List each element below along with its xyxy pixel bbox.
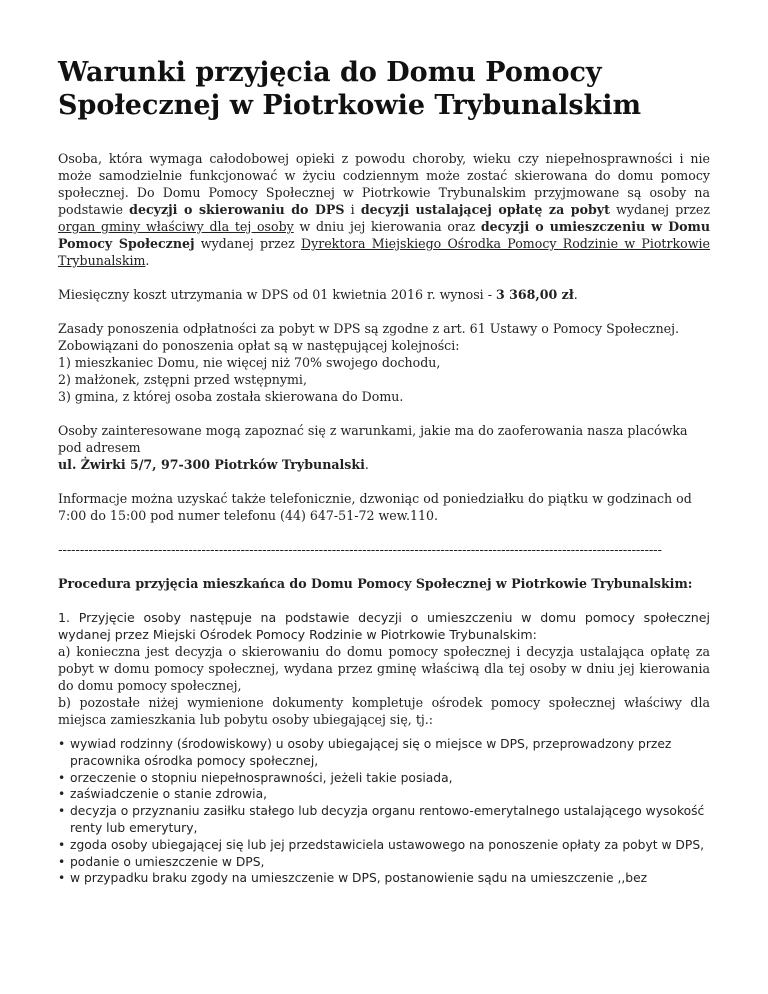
cost-paragraph <box>58 286 710 303</box>
cost-amount: 3 368,00 zł <box>495 287 574 302</box>
rules-line: Zobowiązani do ponoszenia opłat są w następującej kolejności: <box>58 338 460 353</box>
procedure-heading-text: Procedura przyjęcia mieszkańca do Domu Pomocy Społecznej w Piotrkowie Trybunalskim: <box>58 576 693 591</box>
list-item: • wywiad rodzinny (środowiskowy) u osoby ubiegającej się o miejsce w DPS, przeprowadzony przez pracownika ośrodka pomocy społecznej, <box>70 736 710 770</box>
address-paragraph <box>58 422 710 473</box>
intro-text: i <box>344 202 361 217</box>
procedure-heading <box>58 575 710 592</box>
cost-end: . <box>573 287 578 302</box>
list-item: • orzeczenie o stopniu niepełnosprawności, jeżeli takie posiada, <box>70 770 710 787</box>
procedure-step-1: 1. Przyjęcie osoby następuje na podstawie decyzji o umieszczeniu w domu pomocy społecznej wydanej przez Miejski Ośrodek Pomocy Rodzinie w Piotrkowie Trybunalskim: <box>58 610 710 642</box>
list-item: • podanie o umieszczenie w DPS, <box>70 854 710 871</box>
list-item: • zgoda osoby ubiegającej się lub jej przedstawiciela ustawowego na ponoszenie opłaty za pobyt w DPS, <box>70 837 710 854</box>
phone-paragraph: Informacje można uzyskać także telefonicznie, dzwoniąc od poniedziałku do piątku w godzinach od 7:00 do 15:00 pod numer telefonu (44) 647-51-72 wew.110. <box>58 491 692 523</box>
procedure-step-a: a) konieczna jest decyzja o skierowaniu do domu pomocy społecznej i decyzja ustalająca opłatę za pobyt w domu pomocy społecznej, wydana przez gminę właściwą dla tej osoby w dniu jej kierowania do domu pomocy społecznej, <box>58 644 710 693</box>
list-item: • zaświadczenie o stanie zdrowia, <box>70 786 710 803</box>
separator-line: ------------------------------------------------------------------------------------------------------------------------------------------- <box>58 542 662 557</box>
documents-list <box>58 736 710 887</box>
address-end: . <box>364 457 369 472</box>
rules-line: 1) mieszkaniec Domu, nie więcej niż 70% swojego dochodu, <box>58 355 441 370</box>
cost-text: Miesięczny koszt utrzymania w DPS od 01 kwietnia 2016 r. wynosi - <box>58 287 496 302</box>
rules-paragraph <box>58 320 710 405</box>
address-text: Osoby zainteresowane mogą zapoznać się z warunkami, jakie ma do zaoferowania nasza placówka pod adresem <box>58 423 688 455</box>
rules-line: 3) gmina, z której osoba została skierowana do Domu. <box>58 389 404 404</box>
rules-line: 2) małżonek, zstępni przed wstępnymi, <box>58 372 307 387</box>
list-item: • w przypadku braku zgody na umieszczenie w DPS, postanowienie sądu na umieszczenie ,,bez <box>70 870 710 887</box>
list-item: • decyzja o przyznaniu zasiłku stałego lub decyzja organu rentowo-emerytalnego ustalającego wysokość renty lub emerytury, <box>70 803 710 837</box>
intro-bold-referral: decyzji o skierowaniu do DPS <box>129 202 345 217</box>
intro-text: wydanej przez <box>194 236 301 251</box>
rules-line: Zasady ponoszenia odpłatności za pobyt w DPS są zgodne z art. 61 Ustawy o Pomocy Społecznej. <box>58 321 680 336</box>
intro-text: w dniu jej kierowania oraz <box>293 219 481 234</box>
link-municipal-authority[interactable]: organ gminy właściwy dla tej osoby <box>58 219 294 234</box>
intro-text: Osoba, która wymaga całodobowej opieki z powodu choroby, wieku czy niepełnosprawności i nie może samodzielnie funkcjonować w życiu codziennym może zostać skierowana do domu pomocy społecznej. Do Domu Pomocy Społecznej w Piotrkowie Trybunalskim przyjmowane są osoby na podstawie <box>58 151 710 217</box>
intro-text: wydanej przez <box>609 202 710 217</box>
intro-text: . <box>145 253 150 268</box>
intro-bold-placement: decyzji o umieszczeniu w Domu Pomocy Społecznej <box>58 219 711 251</box>
intro-paragraph <box>58 150 710 269</box>
page-title: Warunki przyjęcia do Domu Pomocy Społecznej w Piotrkowie Trybunalskim <box>58 57 642 121</box>
address-value: ul. Żwirki 5/7, 97-300 Piotrków Trybunalski <box>58 457 365 472</box>
procedure-step-b: b) pozostałe niżej wymienione dokumenty kompletuje ośrodek pomocy społecznej właściwy dla miejsca zamieszkania lub pobytu osoby ubiegającej się, tj.: <box>58 695 710 727</box>
link-mopr-director[interactable]: Dyrektora Miejskiego Ośrodka Pomocy Rodzinie w Piotrkowie Trybunalskim <box>58 236 710 268</box>
intro-bold-fee: decyzji ustalającej opłatę za pobyt <box>360 202 610 217</box>
procedure-paragraph <box>58 609 710 728</box>
